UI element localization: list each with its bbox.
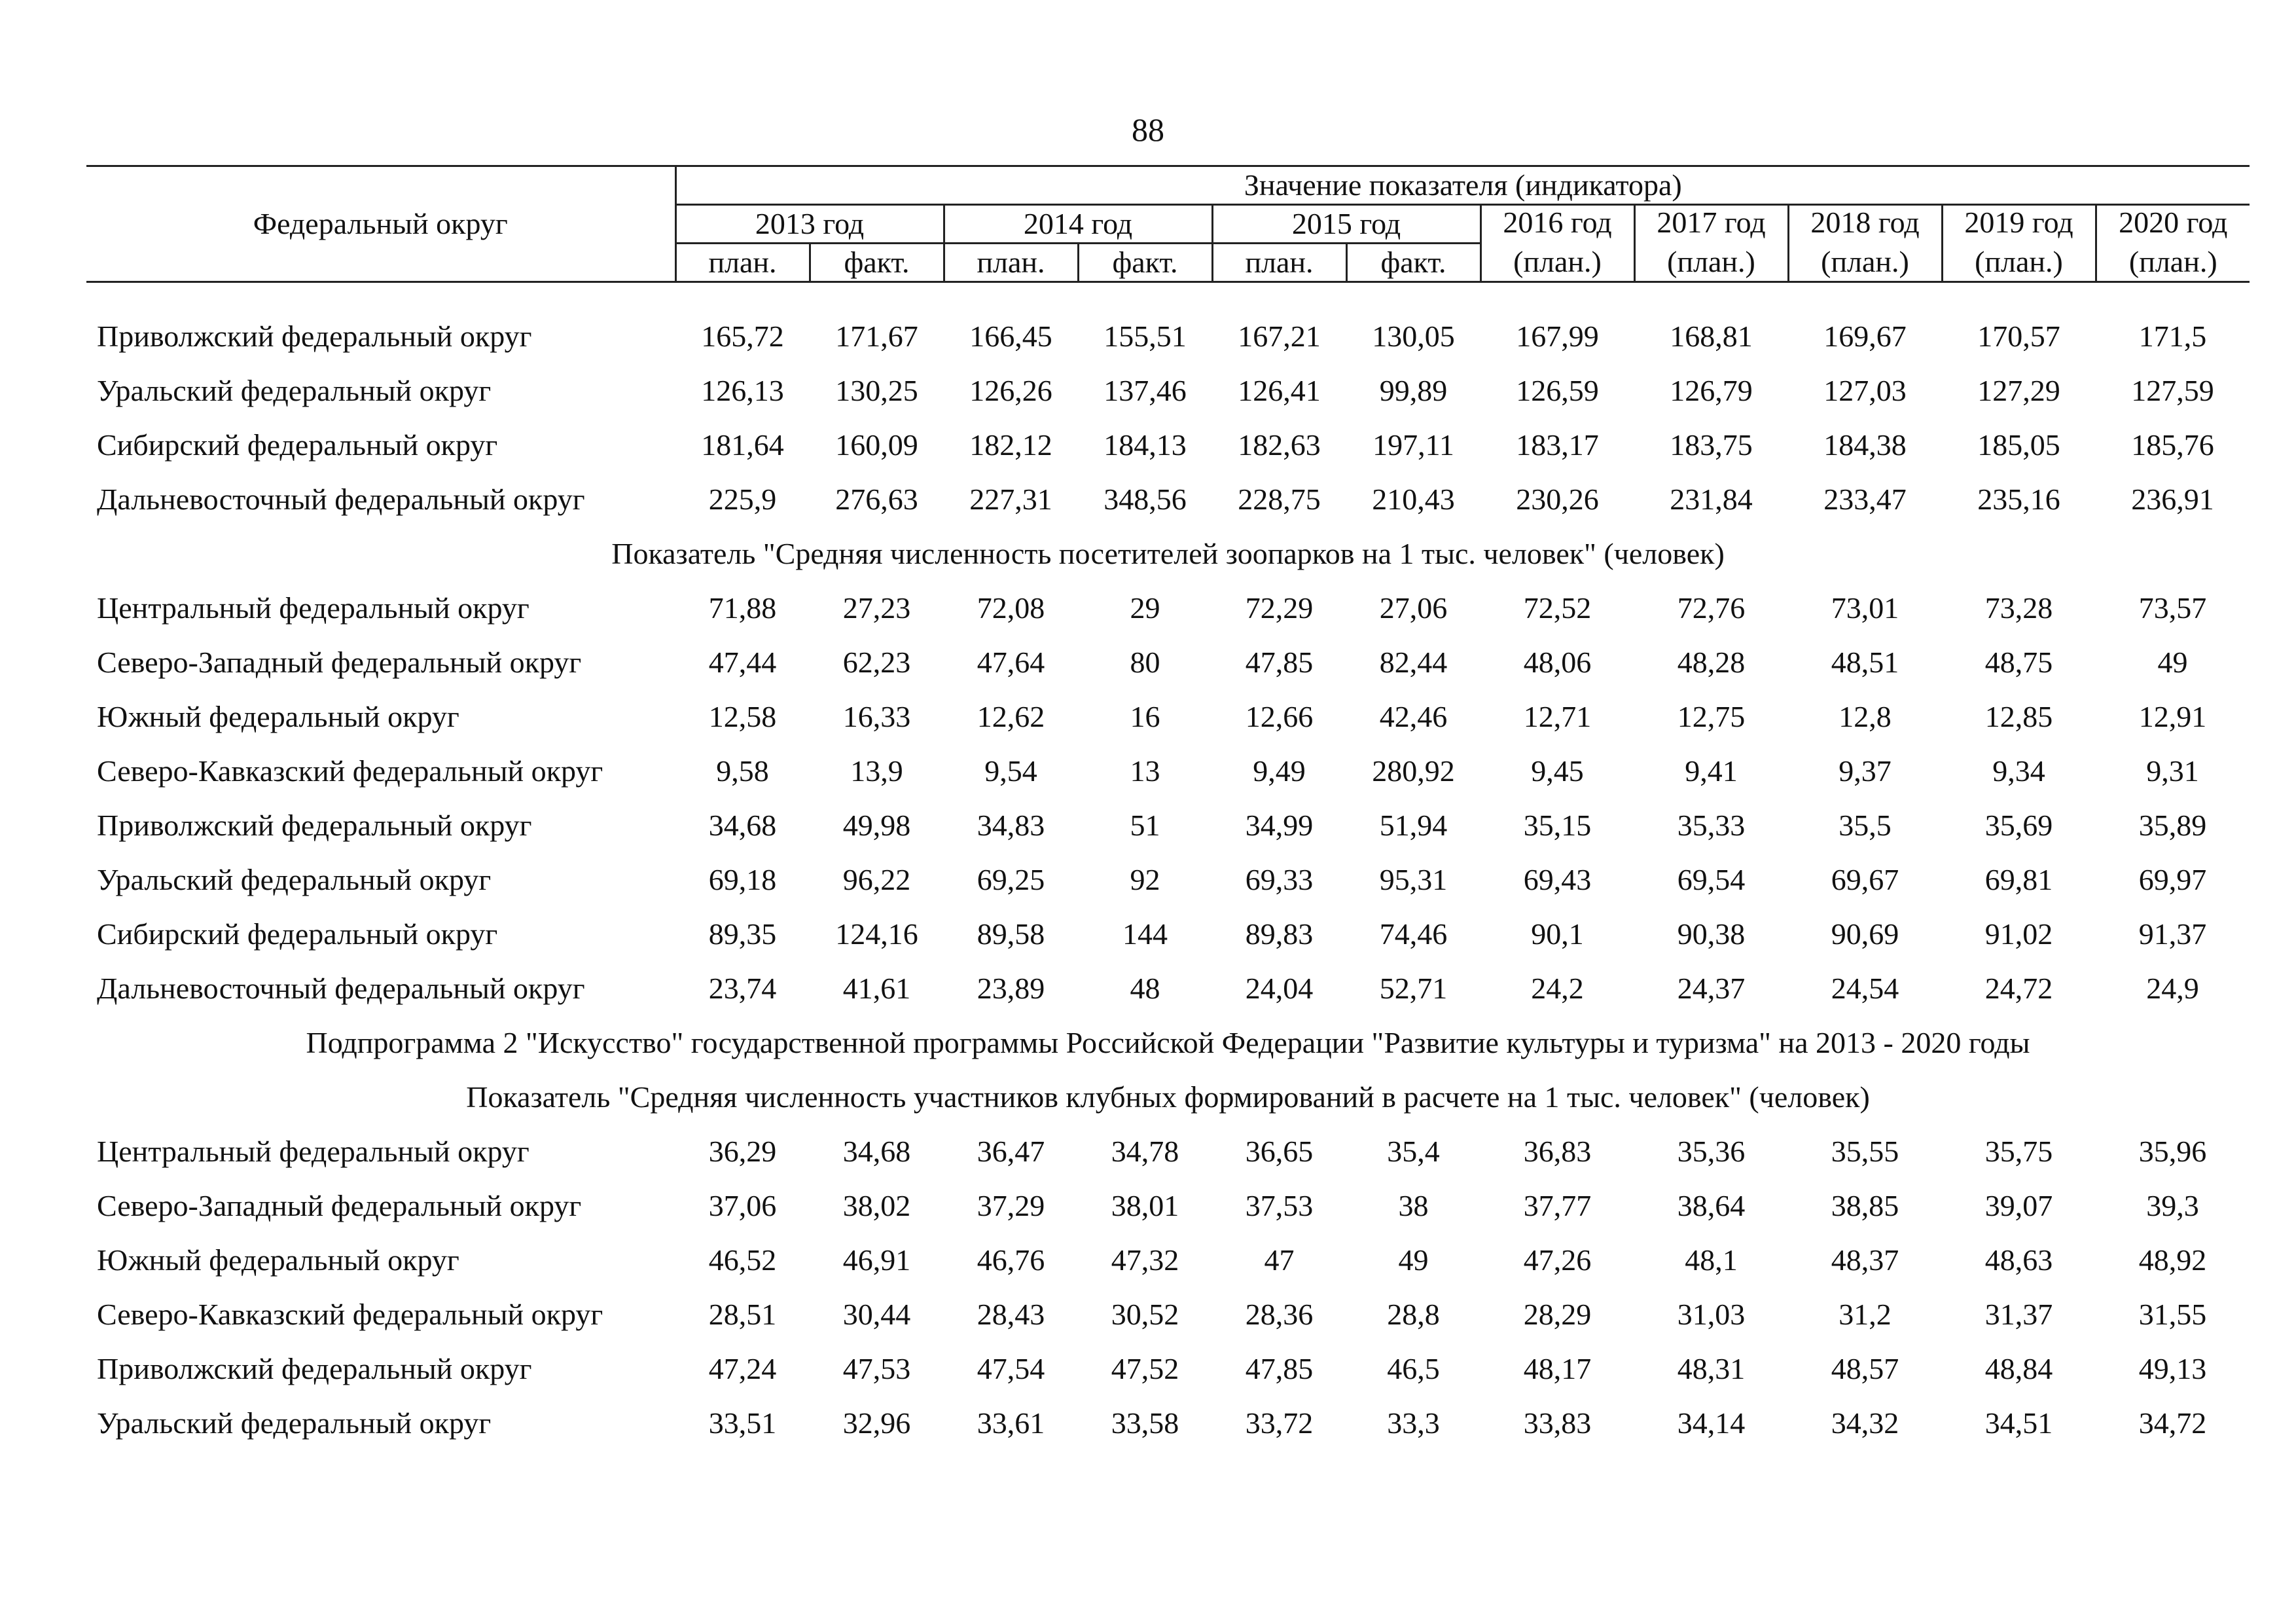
value-cell: 48 bbox=[1130, 972, 1160, 1005]
value-cell: 12,75 bbox=[1677, 700, 1746, 733]
section-heading-zoo-title: Показатель "Средняя численность посетителей зоопарков на 1 тыс. человек" (человек) bbox=[611, 537, 1725, 570]
table-row bbox=[86, 635, 2250, 689]
value-cell: 73,01 bbox=[1831, 591, 1899, 625]
value-cell: 35,4 bbox=[1387, 1135, 1440, 1168]
value-cell: 127,59 bbox=[2131, 374, 2214, 407]
value-cell: 16 bbox=[1130, 700, 1160, 733]
value-cell: 69,97 bbox=[2138, 863, 2207, 896]
value-cell: 12,8 bbox=[1839, 700, 1892, 733]
value-cell: 167,99 bbox=[1516, 319, 1599, 353]
value-cell: 48,31 bbox=[1677, 1352, 1746, 1385]
value-cell: 38,64 bbox=[1677, 1189, 1746, 1222]
value-cell: 235,16 bbox=[1977, 483, 2060, 516]
district-name: Дальневосточный федеральный округ bbox=[97, 483, 585, 516]
year-header-2020: 2020 год bbox=[2119, 206, 2228, 239]
value-cell: 73,57 bbox=[2138, 591, 2207, 625]
value-cell: 348,56 bbox=[1103, 483, 1187, 516]
value-cell: 47,24 bbox=[708, 1352, 777, 1385]
value-cell: 28,29 bbox=[1523, 1298, 1592, 1331]
table-body bbox=[86, 282, 2250, 1451]
value-cell: 36,47 bbox=[977, 1135, 1045, 1168]
value-cell: 170,57 bbox=[1977, 319, 2060, 353]
value-cell: 126,26 bbox=[969, 374, 1052, 407]
value-cell: 230,26 bbox=[1516, 483, 1599, 516]
value-cell: 34,83 bbox=[977, 809, 1045, 842]
value-cell: 12,91 bbox=[2138, 700, 2207, 733]
value-cell: 69,67 bbox=[1831, 863, 1899, 896]
value-cell: 37,29 bbox=[977, 1189, 1045, 1222]
value-cell: 37,53 bbox=[1245, 1189, 1314, 1222]
value-cell: 69,18 bbox=[708, 863, 777, 896]
value-cell: 71,88 bbox=[708, 591, 777, 625]
value-cell: 24,2 bbox=[1531, 972, 1584, 1005]
value-cell: 34,78 bbox=[1111, 1135, 1179, 1168]
year-header-2015: 2015 год bbox=[1212, 205, 1480, 244]
fact-subheader-2015: факт. bbox=[1346, 244, 1480, 282]
value-cell: 49,98 bbox=[842, 809, 911, 842]
value-cell: 69,43 bbox=[1523, 863, 1592, 896]
value-cell: 12,58 bbox=[708, 700, 777, 733]
value-cell: 38,02 bbox=[842, 1189, 911, 1222]
value-cell: 35,69 bbox=[1984, 809, 2053, 842]
value-cell: 47,85 bbox=[1245, 646, 1314, 679]
value-cell: 171,5 bbox=[2138, 319, 2207, 353]
value-cell: 46,91 bbox=[842, 1243, 911, 1277]
value-cell: 47,85 bbox=[1245, 1352, 1314, 1385]
value-cell: 185,05 bbox=[1977, 428, 2060, 462]
value-cell: 23,89 bbox=[977, 972, 1045, 1005]
value-cell: 34,68 bbox=[708, 809, 777, 842]
table-row bbox=[86, 363, 2250, 418]
value-cell: 35,75 bbox=[1984, 1135, 2053, 1168]
value-cell: 72,76 bbox=[1677, 591, 1746, 625]
value-cell: 225,9 bbox=[708, 483, 777, 516]
value-cell: 51 bbox=[1130, 809, 1160, 842]
value-cell: 69,33 bbox=[1245, 863, 1314, 896]
value-cell: 166,45 bbox=[969, 319, 1052, 353]
table-row bbox=[86, 1178, 2250, 1233]
value-cell: 182,63 bbox=[1238, 428, 1321, 462]
value-cell: 89,58 bbox=[977, 917, 1045, 951]
value-cell: 33,58 bbox=[1111, 1406, 1179, 1440]
value-cell: 46,52 bbox=[708, 1243, 777, 1277]
value-cell: 38,01 bbox=[1111, 1189, 1179, 1222]
plan-subheader-2020: (план.) bbox=[2096, 244, 2250, 282]
value-cell: 69,54 bbox=[1677, 863, 1746, 896]
value-cell: 12,71 bbox=[1523, 700, 1592, 733]
district-column-header: Федеральный округ bbox=[86, 166, 675, 282]
value-cell: 28,51 bbox=[708, 1298, 777, 1331]
value-cell: 9,45 bbox=[1531, 754, 1584, 788]
table-row bbox=[86, 1124, 2250, 1178]
value-cell: 34,32 bbox=[1831, 1406, 1899, 1440]
value-cell: 39,07 bbox=[1984, 1189, 2053, 1222]
value-cell: 144 bbox=[1122, 917, 1168, 951]
value-cell: 41,61 bbox=[842, 972, 911, 1005]
value-cell: 12,62 bbox=[977, 700, 1045, 733]
value-cell: 124,16 bbox=[835, 917, 918, 951]
value-cell: 126,59 bbox=[1516, 374, 1599, 407]
value-cell: 91,02 bbox=[1984, 917, 2053, 951]
value-cell: 35,33 bbox=[1677, 809, 1746, 842]
value-cell: 33,83 bbox=[1523, 1406, 1592, 1440]
value-cell: 30,44 bbox=[842, 1298, 911, 1331]
value-cell: 160,09 bbox=[835, 428, 918, 462]
value-cell: 48,92 bbox=[2138, 1243, 2207, 1277]
table-row bbox=[86, 689, 2250, 744]
value-cell: 28,8 bbox=[1387, 1298, 1440, 1331]
value-cell: 130,05 bbox=[1372, 319, 1455, 353]
value-cell: 233,47 bbox=[1823, 483, 1907, 516]
value-cell: 90,1 bbox=[1531, 917, 1584, 951]
indicator-table bbox=[86, 165, 2250, 1450]
value-cell: 99,89 bbox=[1379, 374, 1448, 407]
value-cell: 47,26 bbox=[1523, 1243, 1592, 1277]
value-cell: 92 bbox=[1130, 863, 1160, 896]
value-cell: 137,46 bbox=[1103, 374, 1187, 407]
indicator-value-header: Значение показателя (индикатора) bbox=[675, 166, 2250, 205]
value-cell: 31,2 bbox=[1839, 1298, 1892, 1331]
value-cell: 169,67 bbox=[1823, 319, 1907, 353]
value-cell: 171,67 bbox=[835, 319, 918, 353]
fact-subheader-2013: факт. bbox=[810, 244, 944, 282]
value-cell: 47,53 bbox=[842, 1352, 911, 1385]
value-cell: 48,37 bbox=[1831, 1243, 1899, 1277]
value-cell: 48,17 bbox=[1523, 1352, 1592, 1385]
value-cell: 90,38 bbox=[1677, 917, 1746, 951]
value-cell: 49 bbox=[2157, 646, 2188, 679]
value-cell: 95,31 bbox=[1379, 863, 1448, 896]
value-cell: 181,64 bbox=[701, 428, 784, 462]
table-row bbox=[86, 581, 2250, 635]
value-cell: 69,81 bbox=[1984, 863, 2053, 896]
table-row bbox=[86, 1341, 2250, 1396]
section-heading-clubs bbox=[86, 1070, 2250, 1124]
value-cell: 96,22 bbox=[842, 863, 911, 896]
value-cell: 28,43 bbox=[977, 1298, 1045, 1331]
value-cell: 126,13 bbox=[701, 374, 784, 407]
year-header-2019: 2019 год bbox=[1942, 205, 2096, 244]
value-cell: 34,68 bbox=[842, 1135, 911, 1168]
value-cell: 9,54 bbox=[984, 754, 1037, 788]
section-heading-zoo bbox=[86, 526, 2250, 581]
value-cell: 72,29 bbox=[1245, 591, 1314, 625]
district-name: Северо-Кавказский федеральный округ bbox=[97, 754, 603, 788]
plan-subheader-2014: план. bbox=[944, 244, 1078, 282]
value-cell: 47,64 bbox=[977, 646, 1045, 679]
page-number: 88 bbox=[1132, 111, 1164, 148]
value-cell: 47 bbox=[1264, 1243, 1295, 1277]
value-cell: 47,44 bbox=[708, 646, 777, 679]
value-cell: 9,49 bbox=[1253, 754, 1306, 788]
value-cell: 36,83 bbox=[1523, 1135, 1592, 1168]
value-cell: 51,94 bbox=[1379, 809, 1448, 842]
table-row bbox=[86, 907, 2250, 961]
district-name: Приволжский федеральный округ bbox=[97, 809, 532, 842]
value-cell: 167,21 bbox=[1238, 319, 1321, 353]
section-heading-subprogram bbox=[86, 1015, 2250, 1070]
value-cell: 33,72 bbox=[1245, 1406, 1314, 1440]
district-name: Уральский федеральный округ bbox=[97, 1406, 492, 1440]
value-cell: 36,65 bbox=[1245, 1135, 1314, 1168]
value-cell: 37,06 bbox=[708, 1189, 777, 1222]
plan-subheader-2019: (план.) bbox=[1942, 244, 2096, 282]
district-name: Северо-Западный федеральный округ bbox=[97, 646, 582, 679]
table-row bbox=[86, 852, 2250, 907]
table-row bbox=[86, 418, 2250, 472]
value-cell: 168,81 bbox=[1670, 319, 1753, 353]
table-row bbox=[86, 472, 2250, 526]
value-cell: 33,3 bbox=[1387, 1406, 1440, 1440]
value-cell: 130,25 bbox=[835, 374, 918, 407]
table-row bbox=[86, 1287, 2250, 1341]
value-cell: 32,96 bbox=[842, 1406, 911, 1440]
value-cell: 80 bbox=[1130, 646, 1160, 679]
value-cell: 126,79 bbox=[1670, 374, 1753, 407]
value-cell: 62,23 bbox=[842, 646, 911, 679]
value-cell: 47,32 bbox=[1111, 1243, 1179, 1277]
value-cell: 74,46 bbox=[1379, 917, 1448, 951]
value-cell: 155,51 bbox=[1103, 319, 1187, 353]
value-cell: 182,12 bbox=[969, 428, 1052, 462]
value-cell: 9,31 bbox=[2146, 754, 2199, 788]
value-cell: 29 bbox=[1130, 591, 1160, 625]
value-cell: 24,9 bbox=[2146, 972, 2199, 1005]
district-name: Дальневосточный федеральный округ bbox=[97, 972, 585, 1005]
value-cell: 39,3 bbox=[2146, 1189, 2199, 1222]
value-cell: 48,06 bbox=[1523, 646, 1592, 679]
value-cell: 23,74 bbox=[708, 972, 777, 1005]
value-cell: 210,43 bbox=[1372, 483, 1455, 516]
value-cell: 48,75 bbox=[1984, 646, 2053, 679]
value-cell: 35,5 bbox=[1839, 809, 1892, 842]
value-cell: 49 bbox=[1398, 1243, 1429, 1277]
value-cell: 197,11 bbox=[1372, 428, 1454, 462]
value-cell: 31,03 bbox=[1677, 1298, 1746, 1331]
value-cell: 35,55 bbox=[1831, 1135, 1899, 1168]
value-cell: 126,41 bbox=[1238, 374, 1321, 407]
plan-subheader-2015: план. bbox=[1212, 244, 1346, 282]
section-heading-clubs-title: Показатель "Средняя численность участников клубных формирований в расчете на 1 тыс. человек" (человек) bbox=[466, 1080, 1870, 1114]
value-cell: 48,57 bbox=[1831, 1352, 1899, 1385]
value-cell: 9,34 bbox=[1992, 754, 2045, 788]
district-name: Сибирский федеральный округ bbox=[97, 428, 498, 462]
value-cell: 72,08 bbox=[977, 591, 1045, 625]
district-name: Приволжский федеральный округ bbox=[97, 1352, 532, 1385]
value-cell: 9,58 bbox=[716, 754, 769, 788]
value-cell: 72,52 bbox=[1523, 591, 1592, 625]
district-name: Южный федеральный округ bbox=[97, 1243, 459, 1277]
value-cell: 16,33 bbox=[842, 700, 911, 733]
value-cell: 49,13 bbox=[2138, 1352, 2207, 1385]
plan-subheader-2018: (план.) bbox=[1788, 244, 1942, 282]
value-cell: 35,15 bbox=[1523, 809, 1592, 842]
value-cell: 13 bbox=[1130, 754, 1160, 788]
value-cell: 82,44 bbox=[1379, 646, 1448, 679]
year-header-2017: 2017 год bbox=[1634, 205, 1788, 244]
value-cell: 12,66 bbox=[1245, 700, 1314, 733]
value-cell: 48,1 bbox=[1685, 1243, 1738, 1277]
plan-subheader-2016: (план.) bbox=[1480, 244, 1634, 282]
value-cell: 236,91 bbox=[2131, 483, 2214, 516]
district-name: Северо-Кавказский федеральный округ bbox=[97, 1298, 603, 1331]
table-row bbox=[86, 309, 2250, 363]
table-row bbox=[86, 744, 2250, 798]
value-cell: 227,31 bbox=[969, 483, 1052, 516]
value-cell: 37,77 bbox=[1523, 1189, 1592, 1222]
plan-subheader-2017: (план.) bbox=[1634, 244, 1788, 282]
value-cell: 24,04 bbox=[1245, 972, 1314, 1005]
value-cell: 89,35 bbox=[708, 917, 777, 951]
value-cell: 13,9 bbox=[850, 754, 903, 788]
table-row bbox=[86, 961, 2250, 1015]
district-name: Уральский федеральный округ bbox=[97, 374, 492, 407]
district-name: Сибирский федеральный округ bbox=[97, 917, 498, 951]
table-row bbox=[86, 798, 2250, 852]
value-cell: 231,84 bbox=[1670, 483, 1753, 516]
value-cell: 34,99 bbox=[1245, 809, 1314, 842]
value-cell: 33,51 bbox=[708, 1406, 777, 1440]
value-cell: 42,46 bbox=[1379, 700, 1448, 733]
value-cell: 48,63 bbox=[1984, 1243, 2053, 1277]
value-cell: 127,03 bbox=[1823, 374, 1907, 407]
district-name: Центральный федеральный округ bbox=[97, 591, 529, 625]
value-cell: 89,83 bbox=[1245, 917, 1314, 951]
value-cell: 183,75 bbox=[1670, 428, 1753, 462]
table-row bbox=[86, 1396, 2250, 1450]
value-cell: 34,72 bbox=[2138, 1406, 2207, 1440]
value-cell: 52,71 bbox=[1379, 972, 1448, 1005]
value-cell: 183,17 bbox=[1516, 428, 1599, 462]
value-cell: 34,51 bbox=[1984, 1406, 2053, 1440]
value-cell: 276,63 bbox=[835, 483, 918, 516]
value-cell: 48,51 bbox=[1831, 646, 1899, 679]
value-cell: 69,25 bbox=[977, 863, 1045, 896]
value-cell: 9,41 bbox=[1685, 754, 1738, 788]
value-cell: 24,72 bbox=[1984, 972, 2053, 1005]
value-cell: 47,54 bbox=[977, 1352, 1045, 1385]
value-cell: 35,36 bbox=[1677, 1135, 1746, 1168]
year-header-2016: 2016 год bbox=[1480, 205, 1634, 244]
value-cell: 91,37 bbox=[2138, 917, 2207, 951]
value-cell: 34,14 bbox=[1677, 1406, 1746, 1440]
section-heading-subprogram-title: Подпрограмма 2 "Искусство" государственной программы Российской Федерации "Развитие культуры и туризма" на 2013 - 2020 годы bbox=[306, 1026, 2030, 1059]
value-cell: 46,5 bbox=[1387, 1352, 1440, 1385]
value-cell: 27,23 bbox=[842, 591, 911, 625]
fact-subheader-2014: факт. bbox=[1078, 244, 1212, 282]
value-cell: 35,89 bbox=[2138, 809, 2207, 842]
value-cell: 35,96 bbox=[2138, 1135, 2207, 1168]
value-cell: 46,76 bbox=[977, 1243, 1045, 1277]
value-cell: 30,52 bbox=[1111, 1298, 1179, 1331]
value-cell: 48,84 bbox=[1984, 1352, 2053, 1385]
year-header-2014: 2014 год bbox=[944, 205, 1212, 244]
value-cell: 28,36 bbox=[1245, 1298, 1314, 1331]
district-name: Северо-Западный федеральный округ bbox=[97, 1189, 582, 1222]
value-cell: 33,61 bbox=[977, 1406, 1045, 1440]
value-cell: 38,85 bbox=[1831, 1189, 1899, 1222]
district-name: Южный федеральный округ bbox=[97, 700, 459, 733]
value-cell: 127,29 bbox=[1977, 374, 2060, 407]
value-cell: 31,37 bbox=[1984, 1298, 2053, 1331]
plan-subheader-2013: план. bbox=[675, 244, 810, 282]
value-cell: 47,52 bbox=[1111, 1352, 1179, 1385]
district-name: Уральский федеральный округ bbox=[97, 863, 492, 896]
district-name: Приволжский федеральный округ bbox=[97, 319, 532, 353]
value-cell: 185,76 bbox=[2131, 428, 2214, 462]
value-cell: 36,29 bbox=[708, 1135, 777, 1168]
year-header-2018: 2018 год bbox=[1788, 205, 1942, 244]
value-cell: 184,38 bbox=[1823, 428, 1907, 462]
value-cell: 48,28 bbox=[1677, 646, 1746, 679]
value-cell: 184,13 bbox=[1103, 428, 1187, 462]
value-cell: 31,55 bbox=[2138, 1298, 2207, 1331]
value-cell: 280,92 bbox=[1372, 754, 1455, 788]
value-cell: 38 bbox=[1398, 1189, 1429, 1222]
value-cell: 165,72 bbox=[701, 319, 784, 353]
value-cell: 90,69 bbox=[1831, 917, 1899, 951]
value-cell: 24,54 bbox=[1831, 972, 1899, 1005]
value-cell: 24,37 bbox=[1677, 972, 1746, 1005]
table-header bbox=[86, 166, 2250, 282]
value-cell: 27,06 bbox=[1379, 591, 1448, 625]
value-cell: 12,85 bbox=[1984, 700, 2053, 733]
year-header-2013: 2013 год bbox=[675, 205, 944, 244]
district-name: Центральный федеральный округ bbox=[97, 1135, 529, 1168]
value-cell: 73,28 bbox=[1984, 591, 2053, 625]
table-row bbox=[86, 1233, 2250, 1287]
value-cell: 9,37 bbox=[1839, 754, 1892, 788]
value-cell: 228,75 bbox=[1238, 483, 1321, 516]
